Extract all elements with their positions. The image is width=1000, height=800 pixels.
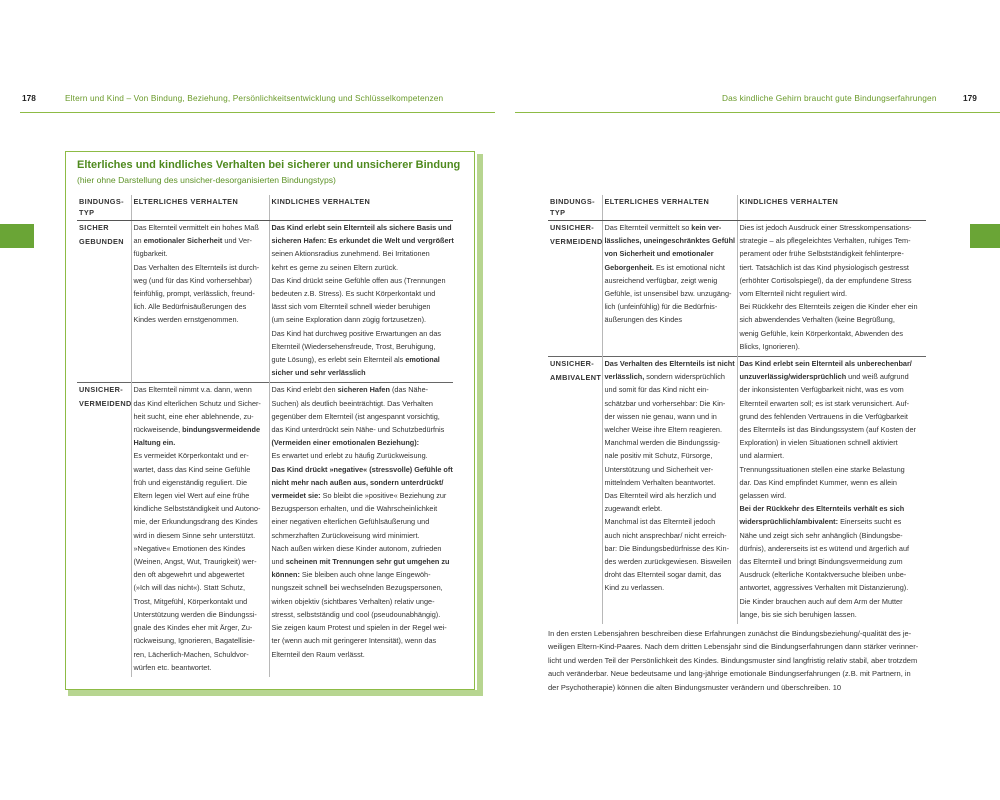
right-bonding-table xyxy=(548,195,926,624)
cell-line: früh und eigenständig reguliert. Die xyxy=(133,477,248,487)
cell-line: Das Kind drückt »negative« (stressvolle) Gefühle oft xyxy=(271,464,453,474)
cell-line: ren, Lächerlich-Machen, Schuldvor- xyxy=(133,649,249,659)
cell-line: Elternteil erwarten soll; es ist stark verunsichert. Auf- xyxy=(739,398,910,408)
cell-line: auch nicht ansprechbar/ nicht erreich- xyxy=(604,530,727,540)
child-behavior-cell xyxy=(737,357,926,625)
cell-line: lässt sich vom Elternteil schnell wieder beruhigen xyxy=(271,302,431,312)
cell-line: sicher und sehr verlässlich xyxy=(271,368,366,378)
box-shadow-right xyxy=(477,154,483,696)
cell-line: Das Kind drückt seine Gefühle offen aus (Trennungen xyxy=(271,275,446,285)
col-header-parent: ELTERLICHES VERHALTEN xyxy=(131,195,269,221)
cell-line: das Kind unterdrückt sein Nähe- und Schutzbedürfnis xyxy=(271,425,445,435)
cell-line: widersprüchlich/ambivalent: Einerseits sucht es xyxy=(739,517,902,527)
child-behavior-cell xyxy=(269,383,453,677)
cell-line: Unterstützung und Sicherheit ver- xyxy=(604,464,714,474)
right-thumb-tab xyxy=(970,224,1000,248)
cell-line: sicheren Hafen: Es erkundet die Welt und vergrößert xyxy=(271,236,454,246)
cell-line: wirken objektiv (sichtbares Verhalten) relativ unge- xyxy=(271,596,435,606)
cell-line: des werden zurückgewiesen. Bisweilen xyxy=(604,557,732,567)
cell-line: den oft abgewehrt und abgewertet xyxy=(133,570,245,580)
cell-line: Unterstützung werden die Bindungssi- xyxy=(133,609,257,619)
col-header-parent: ELTERLICHES VERHALTEN xyxy=(602,195,737,221)
cell-line: Elternteil (Wiedersehensfreude, Trost, Beruhigung, xyxy=(271,341,436,351)
cell-line: Trennungssituationen stellen eine starke Belastung xyxy=(739,464,905,474)
cell-line: Das Elternteil wird als herzlich und xyxy=(604,491,717,501)
cell-line: Nach außen wirken diese Kinder autonom, zufrieden xyxy=(271,543,442,553)
cell-line: perament oder frühe Selbstständigkeit fehlinterpre- xyxy=(739,249,904,259)
right-running-title: Das kindliche Gehirn braucht gute Bindungserfahrungen xyxy=(722,93,937,103)
cell-line: wird in diesem Sinne sehr unterstützt. xyxy=(133,530,256,540)
cell-line: das Elternteil und bringt Bindungsvermeidung zum xyxy=(739,557,903,567)
paragraph-line: auch veränderbar. Neue bedeutsame und lang-jährige emotionale Bindungserfahrungen (z.B. mit Partnern, in xyxy=(548,669,911,679)
cell-line: dürfnis), andererseits ist es wütend und ärgerlich auf xyxy=(739,543,910,553)
closing-paragraph xyxy=(548,627,920,694)
row-type-label: UNSICHER-AMBIVALENT xyxy=(548,357,602,625)
table-row xyxy=(77,383,453,677)
cell-line: schmerzhaften Zurückweisung wird minimiert. xyxy=(271,530,420,540)
left-page-number: 178 xyxy=(22,93,36,103)
cell-line: kindliche Selbstständigkeit und Autono- xyxy=(133,504,261,514)
cell-line: Das Kind erlebt sein Elternteil als unberechenbar/ xyxy=(739,359,912,369)
cell-line: der inkonsistenten Verfügbarkeit nicht, was es vom xyxy=(739,385,904,395)
cell-line: Blicks, Ignorieren). xyxy=(739,341,800,351)
left-running-title: Eltern und Kind – Von Bindung, Beziehung, Persönlichkeitsentwicklung und Schlüsselkompetenzen xyxy=(65,93,444,103)
cell-line: mittelndem Verhalten beantwortet. xyxy=(604,477,716,487)
cell-line: Kindes werden ernstgenommen. xyxy=(133,315,239,325)
cell-line: schätzbar und vorhersehbar: Die Kin- xyxy=(604,398,726,408)
cell-line: strategie – als pflegeleichtes Verhalten, ruhiges Tem- xyxy=(739,236,911,246)
cell-line: gute Lösung), es erlebt sein Elternteil als emotional xyxy=(271,355,440,365)
right-header-rule xyxy=(515,112,1000,113)
cell-line: Das Kind erlebt sein Elternteil als sichere Basis und xyxy=(271,223,452,232)
cell-line: Es vermeidet Körperkontakt und er- xyxy=(133,451,249,461)
cell-line: (Weinen, Angst, Wut, Traurigkeit) wer- xyxy=(133,557,257,567)
cell-line: unzuverlässig/widersprüchlich und weiß aufgrund xyxy=(739,372,909,382)
cell-line: nungszeit schnell bei wechselnden Bezugspersonen, xyxy=(271,583,443,593)
cell-line: antwortet, aggressives Verhalten mit Distanzierung). xyxy=(739,583,909,593)
cell-line: Bezugsperson erhalten, und die Wahrscheinlichkeit xyxy=(271,504,438,514)
cell-line: Eltern legen viel Wert auf eine frühe xyxy=(133,491,250,501)
cell-line: feinfühlig, prompt, verlässlich, freund- xyxy=(133,289,255,299)
cell-line: können: Sie bleiben auch ohne lange Eingewöh- xyxy=(271,570,431,580)
cell-line: verlässlich, sondern widersprüchlich xyxy=(604,372,725,382)
cell-line: nale positiv mit Schutz, Fürsorge, xyxy=(604,451,713,461)
cell-line: ter (wenn auch mit geringerer Intensität), wenn das xyxy=(271,636,437,646)
cell-line: rückweisung, Ignorieren, Bagatellisie- xyxy=(133,636,255,646)
table-row xyxy=(548,221,926,357)
cell-line: gegenüber dem Elternteil (ist angespannt vorsichtig, xyxy=(271,411,440,421)
parent-behavior-cell xyxy=(602,221,737,357)
cell-line: seinen Aktionsradius zunehmend. Bei Irritationen xyxy=(271,249,430,259)
parent-behavior-cell xyxy=(131,221,269,383)
cell-line: (erhöhter Cortisolspiegel), da der empfundene Stress xyxy=(739,275,912,285)
cell-line: vermeidet sie: So bleibt die »positive« Beziehung zur xyxy=(271,491,447,501)
cell-line: an emotionaler Sicherheit und Ver- xyxy=(133,236,252,246)
left-header-rule xyxy=(20,112,495,113)
right-page-number: 179 xyxy=(963,93,977,103)
parent-behavior-cell xyxy=(602,357,737,625)
cell-line: welcher Weise ihre Eltern reagieren. xyxy=(604,425,722,435)
cell-line: bedeuten z.B. Stress). Es sucht Körperkontakt und xyxy=(271,289,436,299)
cell-line: gelassen wird. xyxy=(739,491,787,501)
cell-line: von Sicherheit und emotionaler xyxy=(604,249,714,259)
cell-line: weg (und für das Kind vorhersehbar) xyxy=(133,275,252,285)
cell-line: Das Kind erlebt den sicheren Hafen (das Nähe- xyxy=(271,385,429,395)
cell-line: Das Verhalten des Elternteils ist nicht xyxy=(604,359,735,369)
cell-line: vom Elternteil nicht reguliert wird. xyxy=(739,289,847,299)
cell-line: Dies ist jedoch Ausdruck einer Stresskompensations- xyxy=(739,223,912,232)
cell-line: lange, bis sie sich beruhigen lassen. xyxy=(739,609,857,619)
box-subtitle: (hier ohne Darstellung des unsicher-desorganisierten Bindungstyps) xyxy=(77,175,336,185)
row-type-label: SICHER GEBUNDEN xyxy=(77,221,131,383)
left-bonding-table xyxy=(77,195,453,677)
cell-line: »Negative« Emotionen des Kindes xyxy=(133,543,246,553)
cell-line: Elternteil den Raum verlässt. xyxy=(271,649,365,659)
cell-line: Trost, Mitgefühl, Körperkontakt und xyxy=(133,596,248,606)
cell-line: Manchmal ist das Elternteil jedoch xyxy=(604,517,716,527)
row-type-label: UNSICHER-VERMEIDEND xyxy=(548,221,602,357)
cell-line: lässliches, uneingeschränktes Gefühl xyxy=(604,236,736,246)
cell-line: tiert. Tatsächlich ist das Kind physiologisch gestresst xyxy=(739,262,909,272)
cell-line: dar. Das Kind empfindet Kummer, wenn es allein xyxy=(739,477,897,487)
cell-line: einer negativen elterlichen Gefühlsäußerung und xyxy=(271,517,430,527)
col-header-child: KINDLICHES VERHALTEN xyxy=(737,195,926,221)
cell-line: Das Verhalten des Elternteils ist durch- xyxy=(133,262,260,272)
cell-line: Die Kinder brauchen auch auf dem Arm der Mutter xyxy=(739,596,903,606)
cell-line: stresst, selbstständig und cool (pseudounabhängig). xyxy=(271,609,441,619)
cell-line: gnale des Kindes eher mit Ärger, Zu- xyxy=(133,623,253,633)
cell-line: des Elternteils ist das Bindungssystem (auf Kosten der xyxy=(739,425,916,435)
cell-line: der wissen nie genau, wann und in xyxy=(604,411,717,421)
cell-line: heit sucht, eine eher ablehnende, zu- xyxy=(133,411,254,421)
cell-line: und somit für das Kind nicht ein- xyxy=(604,385,709,395)
cell-line: (»Ich will das nicht«). Statt Schutz, xyxy=(133,583,246,593)
row-type-label: UNSICHER-VERMEIDEND xyxy=(77,383,131,677)
cell-line: Manchmal werden die Bindungssig- xyxy=(604,438,721,448)
child-behavior-cell xyxy=(269,221,453,383)
cell-line: Bei Rückkehr des Elternteils zeigen die Kinder eher ein xyxy=(739,302,918,312)
cell-line: zugewandt erlebt. xyxy=(604,504,663,514)
cell-line: ausreichend verfügbar, zeigt wenig xyxy=(604,275,718,285)
paragraph-line: der Psychotherapie) können die alten Bindungsmuster verändern und überschreiben. 10 xyxy=(548,682,842,692)
cell-line: (Vermeiden einer emotionalen Beziehung): xyxy=(271,438,420,448)
cell-line: Gefühle, ist unsensibel bzw. unzugäng- xyxy=(604,289,732,299)
cell-line: Es erwartet und erlebt zu häufig Zurückweisung. xyxy=(271,451,428,461)
cell-line: (um seine Exploration dann zügig fortzusetzen). xyxy=(271,315,427,325)
cell-line: Suchen) als deutlich beeinträchtigt. Das Verhalten xyxy=(271,398,433,408)
box-title: Elterliches und kindliches Verhalten bei sicherer und unsicherer Bindung xyxy=(77,159,461,171)
cell-line: kehrt es gerne zu seinen Eltern zurück. xyxy=(271,262,399,272)
cell-line: fügbarkeit. xyxy=(133,249,168,259)
cell-line: mie, der Erkundungsdrang des Kindes xyxy=(133,517,258,527)
cell-line: Geborgenheit. Es ist emotional nicht xyxy=(604,262,725,272)
cell-line: droht das Elternteil sogar damit, das xyxy=(604,570,722,580)
cell-line: Kind zu verlassen. xyxy=(604,583,665,593)
cell-line: Sie zeigen kaum Protest und spielen in der Regel wei- xyxy=(271,623,447,633)
cell-line: rückweisende, bindungsvermeidende xyxy=(133,425,261,435)
cell-line: sich abwendendes Verhalten (keine Begrüßung, xyxy=(739,315,895,325)
box-shadow-bottom xyxy=(68,690,483,696)
cell-line: Exploration) in vielen Situationen schnell aktiviert xyxy=(739,438,898,448)
cell-line: und alarmiert. xyxy=(739,451,785,461)
col-header-type: BINDUNGS-TYP xyxy=(548,195,602,221)
paragraph-line: licht und werden Teil der Persönlichkeit des Kindes. Bindungsmuster sind langfristig relativ stabil, aber trotzdem xyxy=(548,655,918,665)
table-row xyxy=(77,221,453,383)
cell-line: würfen etc. beantwortet. xyxy=(133,662,212,672)
paragraph-line: weiligen Eltern-Kind-Paares. Nach dem dritten Lebensjahr sind die Bindungserfahrungen dann stärker verinner- xyxy=(548,642,919,652)
parent-behavior-cell xyxy=(131,383,269,677)
cell-line: nicht mehr nach außen aus, sondern unterdrückt/ xyxy=(271,477,444,487)
cell-line: Ausdruck (elterliche Kontaktversuche bleiben unbe- xyxy=(739,570,907,580)
cell-line: Das Elternteil vermittelt so kein ver- xyxy=(604,223,722,232)
cell-line: lich (unfeinfühlig) für die Bedürfnis- xyxy=(604,302,718,312)
cell-line: Bei der Rückkehr des Elternteils verhält es sich xyxy=(739,504,905,514)
cell-line: Haltung ein. xyxy=(133,438,176,448)
cell-line: Nähe und zeigt sich sehr anhänglich (Bindungsbe- xyxy=(739,530,903,540)
cell-line: und scheinen mit Trennungen sehr gut umgehen zu xyxy=(271,557,450,567)
cell-line: wartet, dass das Kind seine Gefühle xyxy=(133,464,251,474)
cell-line: lich. Alle Bedürfnisäußerungen des xyxy=(133,302,247,312)
cell-line: Das Kind hat durchweg positive Erwartungen an das xyxy=(271,328,442,338)
cell-line: das Kind elterlichen Schutz und Sicher- xyxy=(133,398,261,408)
col-header-type: BINDUNGS-TYP xyxy=(77,195,131,221)
cell-line: Das Elternteil nimmt v.a. dann, wenn xyxy=(133,385,252,395)
table-row xyxy=(548,357,926,625)
cell-line: äußerungen des Kindes xyxy=(604,315,682,325)
col-header-child: KINDLICHES VERHALTEN xyxy=(269,195,453,221)
left-thumb-tab xyxy=(0,224,34,248)
cell-line: bar: Die Bindungsbedürfnisse des Kin- xyxy=(604,543,730,553)
paragraph-line: In den ersten Lebensjahren beschreiben diese Erfahrungen zunächst die Bindungsbeziehung/-qualität des je- xyxy=(548,629,912,638)
cell-line: Das Elternteil vermittelt ein hohes Maß xyxy=(133,223,259,232)
child-behavior-cell xyxy=(737,221,926,357)
cell-line: grund des fehlenden Vertrauens in die Verfügbarkeit xyxy=(739,411,908,421)
cell-line: wenig Gefühle, kein Körperkontakt, Abwenden des xyxy=(739,328,903,338)
